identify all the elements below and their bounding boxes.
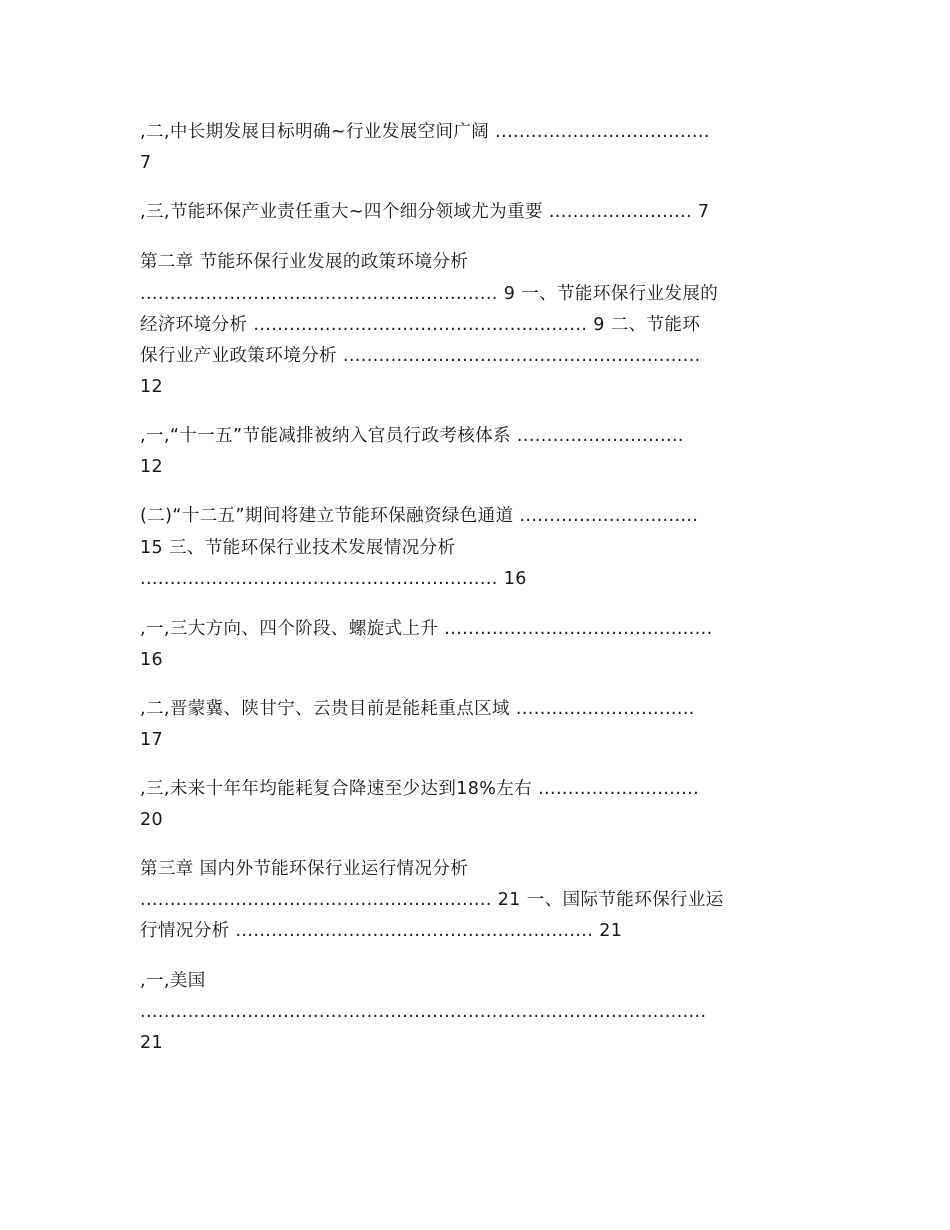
toc-entry: ............................................................ 9 一、节能环保行业发展的 [140,284,719,304]
toc-page-number: 17 [140,730,164,750]
toc-entry: ,三,节能环保产业责任重大~四个细分领域尤为重要 ........................ 7 [140,202,710,222]
toc-entry: ,一,美国 [140,971,206,991]
toc-chapter-heading: 第二章 节能环保行业发展的政策环境分析 [140,252,469,272]
toc-entry: ,一,三大方向、四个阶段、螺旋式上升 ............................................. [140,619,713,639]
toc-entry: ,二,中长期发展目标明确~行业发展空间广阔 .................................... [140,122,710,142]
toc-leader-dots: ............................................................................................... [140,1002,707,1022]
toc-page-number: 20 [140,810,164,830]
toc-page-number: 12 [140,377,164,397]
toc-page-number: 21 [140,1033,164,1053]
toc-entry: 行情况分析 ............................................................ 21 [140,921,623,941]
toc-entry: ,一,“十一五”节能减排被纳入官员行政考核体系 ............................ [140,426,684,446]
toc-entry: 保行业产业政策环境分析 ............................................................ [140,346,701,366]
toc-entry: 15 三、节能环保行业技术发展情况分析 [140,538,456,558]
toc-entry: (二)“十二五”期间将建立节能环保融资绿色通道 .............................. [140,506,699,526]
toc-page-number: 16 [140,650,164,670]
toc-chapter-heading: 第三章 国内外节能环保行业运行情况分析 [140,859,469,879]
toc-entry: ,三,未来十年年均能耗复合降速至少达到18%左右 ........................... [140,779,700,799]
toc-page-number: 7 [140,153,152,173]
toc-entry: ........................................................... 21 一、国际节能环保行业运 [140,890,724,910]
toc-page-number: 12 [140,457,164,477]
toc-entry: ............................................................ 16 [140,569,527,589]
toc-entry: 经济环境分析 ........................................................ 9 二、节能环 [140,315,701,335]
toc-entry: ,二,晋蒙冀、陕甘宁、云贵目前是能耗重点区域 .............................. [140,699,695,719]
